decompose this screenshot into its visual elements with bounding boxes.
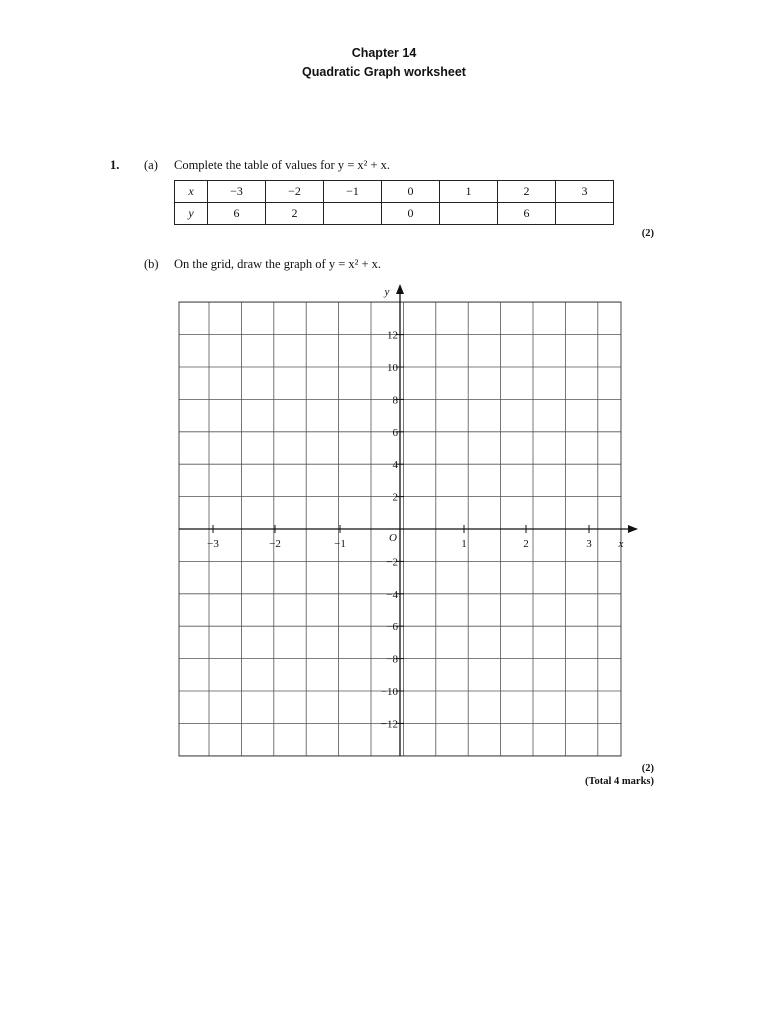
y-tick-label: 10 [387, 362, 398, 374]
y-axis-label: y [384, 286, 390, 298]
table-x-cell: −2 [266, 181, 324, 203]
table-x-cell: −3 [208, 181, 266, 203]
y-tick-label: −2 [386, 556, 398, 569]
x-tick-label: 3 [586, 538, 592, 550]
part-b-label: (b) [144, 257, 159, 271]
x-tick-label: 2 [523, 538, 529, 550]
y-tick-label: 4 [392, 459, 398, 472]
question-number: 1. [110, 158, 120, 172]
table-x-cell: −1 [324, 181, 382, 203]
total-marks: (Total 4 marks) [584, 776, 654, 787]
x-axis-arrow [628, 525, 638, 533]
table-x-label: x [175, 181, 208, 203]
part-a-instruction: Complete the table of values for y = x² + x. [174, 158, 391, 172]
x-tick-label: −3 [207, 538, 219, 550]
table-y-label: y [175, 203, 208, 225]
chapter-heading: Chapter 14 [351, 46, 417, 60]
origin-label: O [389, 532, 397, 544]
x-tick-label: 1 [461, 538, 467, 550]
y-tick-label: 12 [387, 329, 398, 342]
part-b-instruction: On the grid, draw the graph of y = x² + x. [174, 257, 382, 271]
x-tick-label: −1 [334, 538, 346, 550]
table-y-cell[interactable]: 6 [498, 203, 556, 225]
y-axis-arrow [396, 284, 404, 294]
part-a-marks: (2) [641, 228, 654, 239]
y-tick-label: −10 [380, 686, 398, 698]
worksheet-title: Quadratic Graph worksheet [302, 65, 466, 79]
y-tick-label: −12 [380, 718, 398, 731]
x-tick-label: −2 [269, 538, 281, 550]
table-x-cell: 2 [498, 181, 556, 203]
y-tick-label: −8 [386, 653, 398, 666]
part-a-label: (a) [144, 158, 158, 172]
table-y-cell[interactable]: 6 [208, 203, 266, 225]
table-y-cell[interactable]: 0 [382, 203, 440, 225]
x-axis-label: x [618, 538, 624, 550]
y-tick-label: −6 [386, 621, 398, 634]
y-tick-label: 8 [392, 394, 398, 407]
table-y-cell[interactable]: 2 [266, 203, 324, 225]
table-x-cell: 1 [440, 181, 498, 203]
table-x-cell: 0 [382, 181, 440, 203]
table-x-cell: 3 [556, 181, 614, 203]
y-tick-label: 6 [392, 426, 398, 439]
y-tick-label: −4 [386, 588, 398, 601]
part-b-marks: (2) [641, 763, 654, 774]
y-tick-label: 2 [392, 491, 398, 504]
